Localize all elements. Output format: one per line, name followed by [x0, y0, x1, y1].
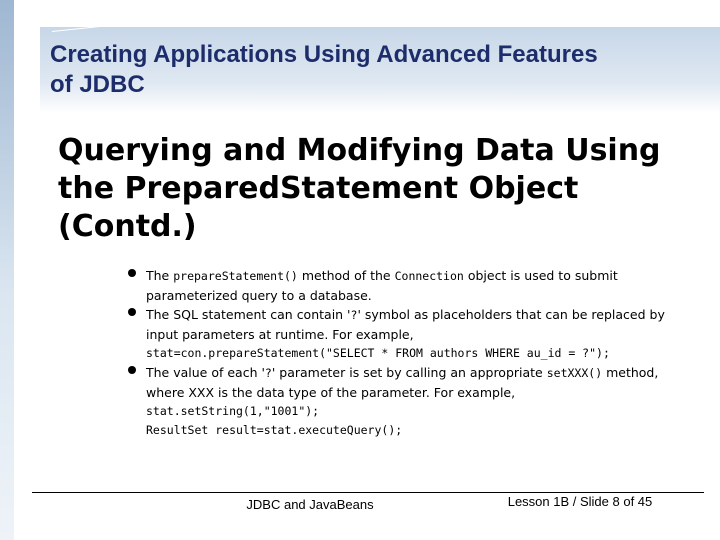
bullet-dot-icon: [128, 308, 136, 316]
inline-code: setXXX(): [546, 366, 603, 380]
footer-course-title: JDBC and JavaBeans: [246, 497, 374, 512]
inline-code: ?: [350, 308, 358, 322]
bullet-item-3: The value of each '?' parameter is set by calling an appropriate setXXX() method, where XXX is the data type of the parameter. For example, stat.setString(1,"1001"); ResultSet result=stat.executeQuery();: [126, 363, 676, 440]
inline-code: ?: [264, 366, 272, 380]
inline-code: prepareStatement(): [173, 269, 298, 283]
inline-code: Connection: [394, 269, 464, 283]
slide-header-title: Creating Applications Using Advanced Features of JDBC: [50, 41, 598, 98]
slide-heading: Querying and Modifying Data Using the PreparedStatement Object (Contd.): [58, 133, 661, 244]
bullet-dot-icon: [128, 366, 136, 374]
bullet-dot-icon: [128, 269, 136, 277]
code-example: stat=con.prepareStatement("SELECT * FROM authors WHERE au_id = ?");: [146, 346, 610, 360]
bullet-item-1: The prepareStatement() method of the Connection object is used to submit parameterized query to a database.: [126, 266, 676, 305]
bullet-item-2: The SQL statement can contain '?' symbol as placeholders that can be replaced by input parameters at runtime. For example, stat=con.prepareStatement("SELECT * FROM authors WHERE au_id = ?");: [126, 305, 676, 363]
code-example: ResultSet result=stat.executeQuery();: [146, 423, 403, 437]
code-example: stat.setString(1,"1001");: [146, 404, 320, 418]
footer-slide-number: Lesson 1B / Slide 8 of 45: [507, 494, 653, 509]
left-accent-bar: [0, 0, 14, 540]
bullet-list: [126, 266, 676, 440]
footer-divider: [32, 492, 704, 493]
